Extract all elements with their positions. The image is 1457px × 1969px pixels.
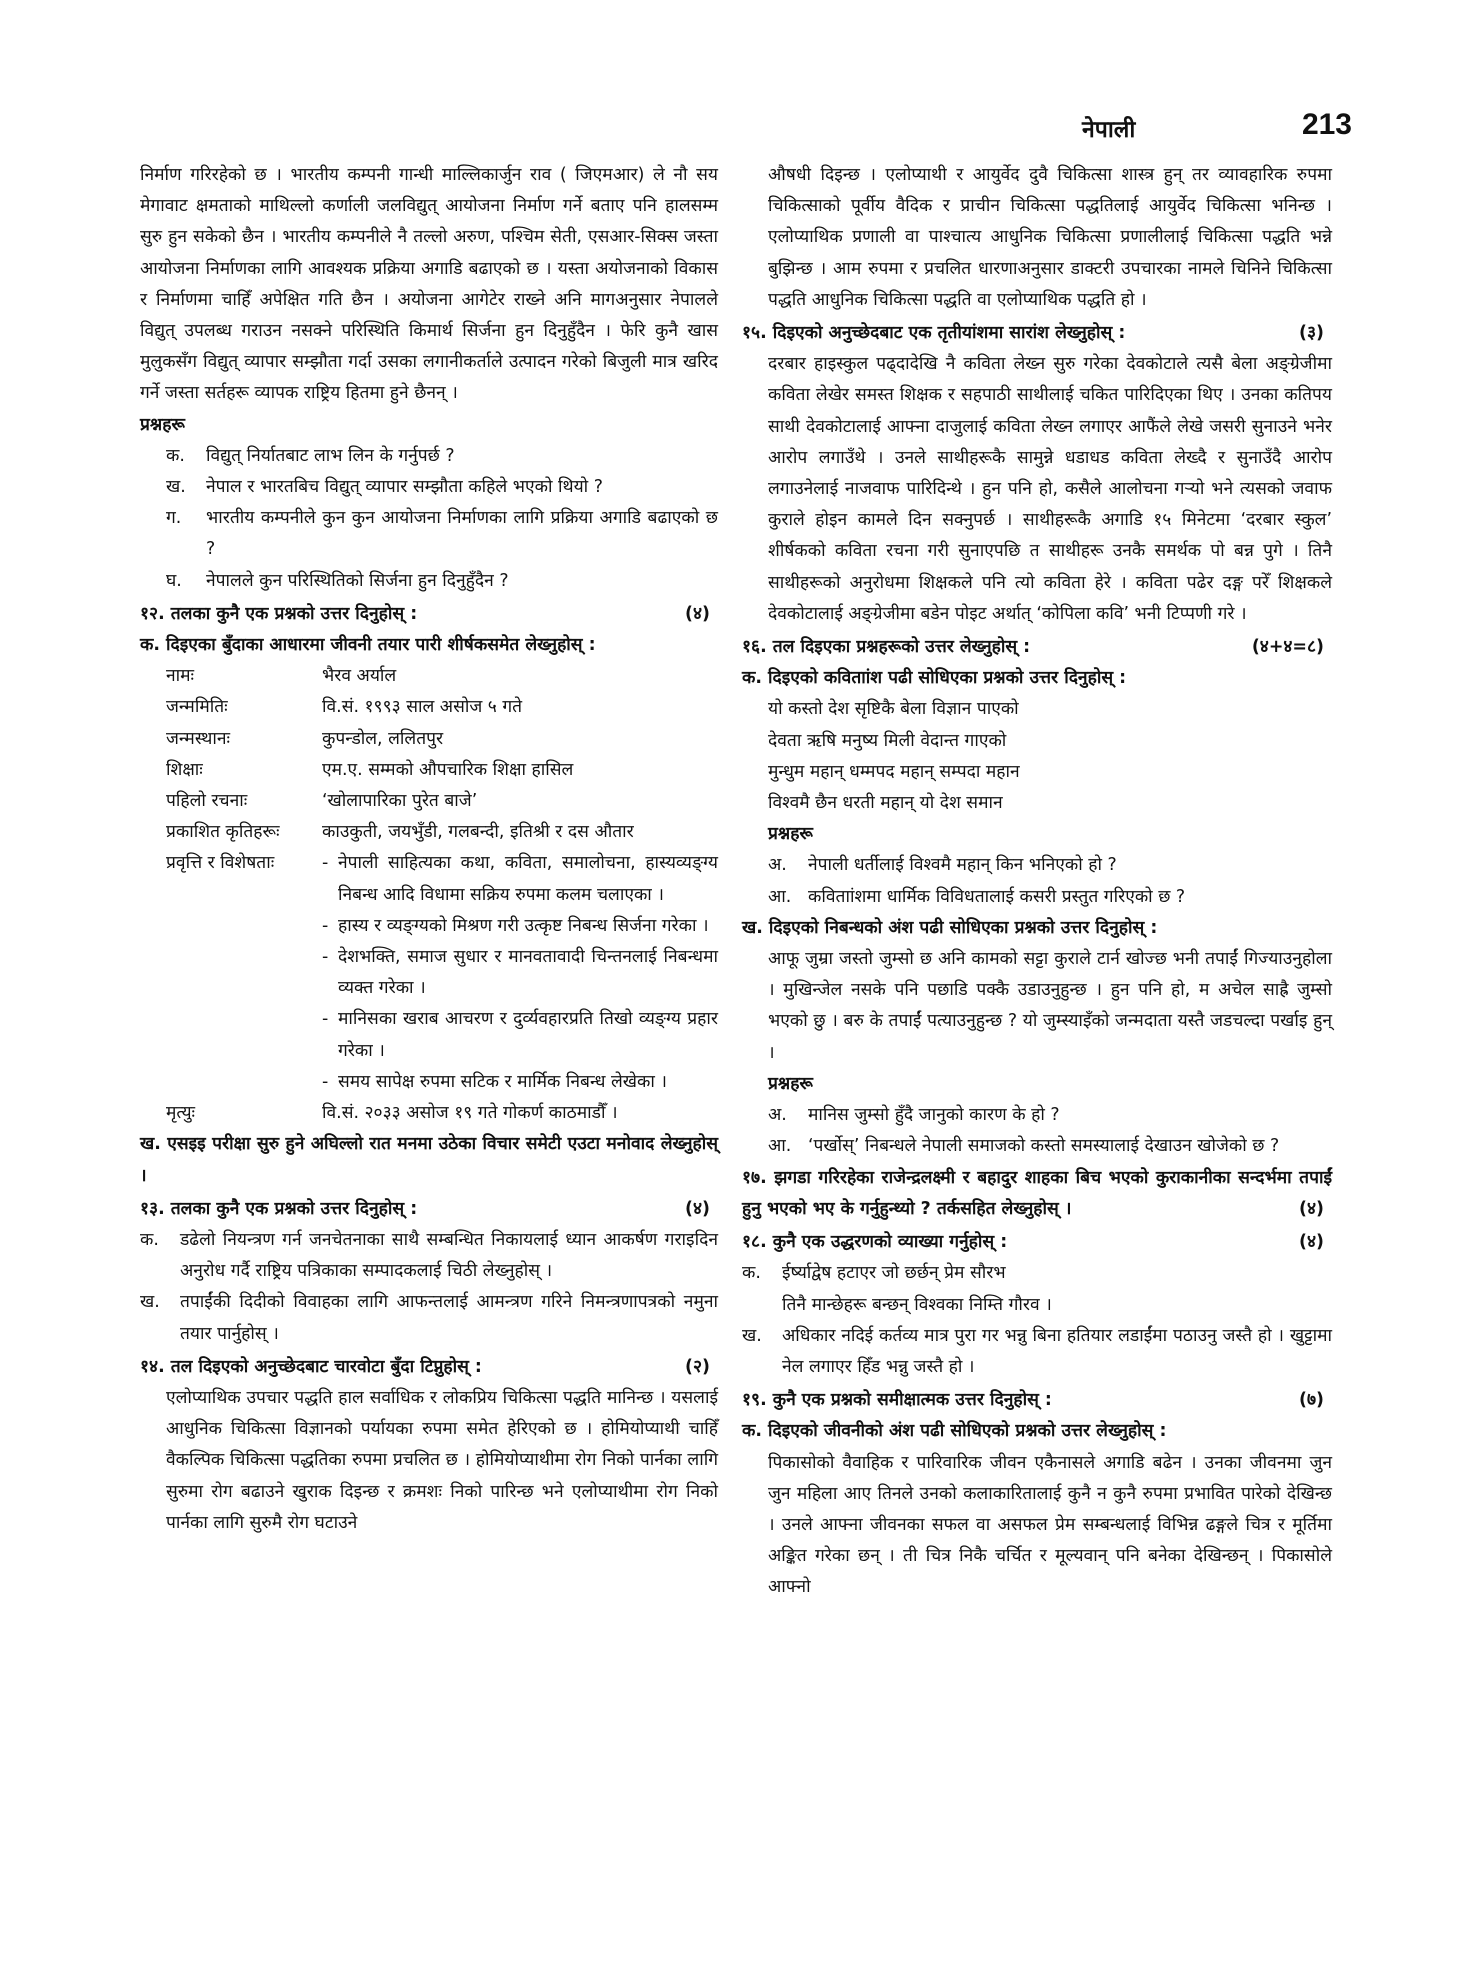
q-marker: ग. [166,508,182,529]
q18-heading: १८. कुनै एक उद्धरणको व्याख्या गर्नुहोस् : (४) [742,1227,1332,1258]
bio-row-traits [140,848,718,1098]
q16-marks: (४+४=८) [1251,637,1324,658]
q13-heading: १३. तलका कुनै एक प्रश्नको उत्तर दिनुहोस् : (४) [140,1194,718,1225]
bio-row: शिक्षाः एम.ए. सम्मको औपचारिक शिक्षा हासिल [166,759,574,780]
left-column: निर्माण गरिरहेको छ । भारतीय कम्पनी गान्धी माल्लिकार्जुन राव ( जिएमआर) ले नौ सय मेगावाट क्षमताको माथिल्लो कर्णाली जलविद्युत् आयोजना निर्माण गर्ने बताए पनि हालसम्म सुरु हुन सकेको छैन । भारतीय कम्पनीले नै तल्लो अरुण, पश्चिम सेती, एसआर-सिक्स जस्ता आयोजना निर्माणका लागि आवश्यक प्रक्रिया अगाडि बढाएको छ । यस्ता अयोजनाको विकास र निर्माणमा चाहिँ अपेक्षित गति छैन । अयोजना आगेटेर राख्ने अनि मागअनुसार नेपालले विद्युत् उपलब्ध गराउन नसक्ने परिस्थिति किमार्थ सिर्जना हुन दिनुहुँदैन । फेरि कुनै खास मुलुकसँग विद्युत् व्यापार सम्झौता गर्दा उसका लगानीकर्ताले उत्पादन गरेको बिजुली मात्र खरिद गर्ने जस्ता सर्तहरू व्यापक राष्ट्रिय हितमा हुने छैनन् । प्रश्नहरू क. विद्युत् निर्यातबाट लाभ लिन के गर्नुपर्छ ? ख. नेपाल र भारतबिच विद्युत् व्यापार सम्झौता कहिले भएको थियो ? ग. भारतीय कम्पनीले कुन कुन आयोजना निर्माणका लागि प्रक्रिया अगाडि बढाएको छ ? घ. नेपालले कुन परिस्थितिको सिर्जना हुन दिनुहुँदैन ? १२. तलका कुनै एक प्रश्नको उत्तर दिनुहोस् : (४) क. दिइएका बुँदाका आधारमा जीवनी तयार पारी शीर्षकसमेत लेख्नुहोस् : नामः भैरव अर्याल जन्ममितिः वि.सं. १९९३ साल असोज ५ गते जन्मस्थानः कुपन्डोल, ललितपुर शिक्षाः एम.ए. सम्मको औपचारिक शिक्षा हासिल पहिलो रचनाः ‘खोलापारिका पुरेत बाजे’ प्रकाशित कृतिहरूः काउकुती, जयभुँडी, गलबन्दी, इतिश्री र दस औतार प्रवृत्ति र विशेषताः - नेपाली साहित्यका कथा, कविता, समालोचना, हास्यव्यङ्ग्य निबन्ध आदि विधामा सक्रिय रुपमा कलम चलाएका । - हास्य र व्यङ्ग्यको मिश्रण गरी उत्कृष्ट निबन्ध सिर्जना गरेका । - देशभक्ति, समाज सुधार र मानवतावादी चिन्तनलाई निबन्धमा व्यक्त गरेका । - मानिसका खराब आचरण र दुर्व्यवहारप्रति तिखो व्यङ्ग्य प्रहार गरेका । - समय सापेक्ष रुपमा सटिक र मार्मिक निबन्ध लेखेका । मृत्युः वि.सं. २०३३ असोज १९ गते गोकर्ण काठमाडौँ । ख. एसइइ परीक्षा सुरु हुने अघिल्लो रात मनमा उठेका विचार समेटी एउटा मनोवाद लेख्नुहोस् । १३. तलका कुनै एक प्रश्नको उत्तर दिनुहोस् : (४) क. डढेलो नियन्त्रण गर्न जनचेतनाका साथै सम्बन्धित निकायलाई ध्यान आकर्षण गराइदिन अनुरोध गर्दै राष्ट्रिय पत्रिकाका सम्पादकलाई चिठी लेख्नुहोस् । ख. तपाईंकी दिदीको विवाहका लागि आफन्तलाई आमन्त्रण गरिने निमन्त्रणापत्रको नमुना तयार पार्नुहोस् । १४. तल दिइएको अनुच्छेदबाट चारवोटा बुँदा टिप्नुहोस् : (२) एलोप्याथिक उपचार पद्धति हाल सर्वाधिक र लोकप्रिय चिकित्सा पद्धति मानिन्छ । यसलाई आधुनिक चिकित्सा विज्ञानको पर्यायका रुपमा समेत हेरिएको छ । होमियोप्याथी चाहिँ वैकल्पिक चिकित्सा पद्धतिका रुपमा प्रचलित छ । होमियोप्याथीमा रोग निको पार्नका लागि सुरुमा रोग बढाउने खुराक दिइन्छ र क्रमशः निको पारिन्छ भने एलोप्याथीमा रोग निको पार्नका लागि सुरुमै रोग घटाउने [140,160,718,1539]
trait-item: मानिसका खराब आचरण र दुर्व्यवहारप्रति तिखो व्यङ्ग्य प्रहार गरेका । [338,1009,718,1061]
question-item: ‘पर्खोस्’ निबन्धले नेपाली समाजको कस्तो समस्यालाई देखाउन खोजेको छ ? [808,1136,1280,1157]
q13-item: तपाईंकी दिदीको विवाहका लागि आफन्तलाई आमन्त्रण गरिने निमन्त्रणापत्रको नमुना तयार पार्नुहोस् । [180,1292,718,1344]
q16-ka-heading: क. दिइएको कविताांश पढी सोधिएका प्रश्नको उत्तर दिनुहोस् : [742,668,1127,689]
bio-row: जन्मस्थानः कुपन्डोल, ललितपुर [166,728,444,749]
traits-list: - नेपाली साहित्यका कथा, कविता, समालोचना, हास्यव्यङ्ग्य निबन्ध आदि विधामा सक्रिय रुपमा कलम चलाएका । - हास्य र व्यङ्ग्यको मिश्रण गरी उत्कृष्ट निबन्ध सिर्जना गरेका । - देशभक्ति, समाज सुधार र मानवतावादी चिन्तनलाई निबन्धमा व्यक्त गरेका । - मानिसका खराब आचरण र दुर्व्यवहारप्रति तिखो व्यङ्ग्य प्रहार गरेका । - समय सापेक्ष रुपमा सटिक र मार्मिक निबन्ध लेखेका । [322,848,718,1098]
poem-line: देवता ऋषि मनुष्य मिली वेदान्त गाएको [768,730,1007,751]
q17-heading: १७. झगडा गरिरहेका राजेन्द्रलक्ष्मी र बहादुर शाहका बिच भएको कुराकानीका सन्दर्भमा तपाईं हुनु भएको भए के गर्नुहुन्थ्यो ? तर्कसहित लेख्नुहोस् । [742,1167,1332,1219]
bio-row: जन्ममितिः वि.सं. १९९३ साल असोज ५ गते [166,697,523,718]
q19-marks: (७) [1299,1390,1324,1411]
q19-heading: १९. कुनै एक प्रश्नको समीक्षात्मक उत्तर दिनुहोस् : (७) [742,1385,1332,1416]
page-header [1082,108,1352,148]
q18-item: अधिकार नदिई कर्तव्य मात्र पुरा गर भन्नु बिना हतियार लडाईंमा पठाउनु जस्तै हो । खुट्टामा नेल लगाएर हिँड भन्नु जस्तै हो । [782,1325,1332,1377]
q12-ka-heading: क. दिइएका बुँदाका आधारमा जीवनी तयार पारी शीर्षकसमेत लेख्नुहोस् : [140,635,596,656]
q16-kha-heading: ख. दिइएको निबन्धको अंश पढी सोधिएका प्रश्नको उत्तर दिनुहोस् : [742,917,1158,938]
right-column: औषधी दिइन्छ । एलोप्याथी र आयुर्वेद दुवै चिकित्सा शास्त्र हुन् तर व्यावहारिक रुपमा चिकित्साको पूर्वीय वैदिक र प्राचीन चिकित्सा पद्धतिलाई आयुर्वेद चिकित्सा भनिन्छ । एलोप्याथिक प्रणाली वा पाश्चात्य आधुनिक चिकित्सा प्रणालीलाई चिकित्सा पद्धति भन्ने बुझिन्छ । आम रुपमा र प्रचलित धारणाअनुसार डाक्टरी उपचारका नामले चिनिने चिकित्सा पद्धति आधुनिक चिकित्सा पद्धति वा एलोप्याथिक पद्धति हो । १५. दिइएको अनुच्छेदबाट एक तृतीयांशमा सारांश लेख्नुहोस् : (३) दरबार हाइस्कुल पढ्दादेखि नै कविता लेख्न सुरु गरेका देवकोटाले त्यसै बेला अङ्ग्रेजीमा कविता लेखेर समस्त शिक्षक र सहपाठी साथीलाई चकित पारिदिएका थिए । उनका कतिपय साथी देवकोटालाई आफ्ना दाजुलाई कविता लेख्न लगाएर आफैंले लेखे जसरी सुनाउने भनेर आरोप लगाउँथे । उनले साथीहरूकै सामुन्ने धडाधड कविता लेख्दै र सुनाउँदै आरोप लगाउनेलाई नाजवाफ पारिदिन्थे । हुन पनि हो, कसैले आलोचना गऱ्यो भने त्यसको जवाफ कुराले होइन कामले दिन सक्नुपर्छ । साथीहरूकै अगाडि १५ मिनेटमा ‘दरबार स्कुल’ शीर्षकको कविता रचना गरी सुनाएपछि त साथीहरू उनकै समर्थक पो बन्न पुगे । तिनै साथीहरूको अनुरोधमा शिक्षकले पनि त्यो कविता हेरे । कविता पढेर दङ्ग परेँ शिक्षकले देवकोटालाई अङ्ग्रेजीमा बडेन पोइट अर्थात् ‘कोपिला कवि’ भनी टिप्पणी गरे । १६. तल दिइएका प्रश्नहरूको उत्तर लेख्नुहोस् : (४+४=८) क. दिइएको कविताांश पढी सोधिएका प्रश्नको उत्तर दिनुहोस् : यो कस्तो देश सृष्टिकै बेला विज्ञान पाएको देवता ऋषि मनुष्य मिली वेदान्त गाएको मुन्धुम महान् धम्मपद महान् सम्पदा महान विश्वमै छैन धरती महान् यो देश समान प्रश्नहरू अ. नेपाली धर्तीलाई विश्वमै महान् किन भनिएको हो ? आ. कविताांशमा धार्मिक विविधतालाई कसरी प्रस्तुत गरिएको छ ? ख. दिइएको निबन्धको अंश पढी सोधिएका प्रश्नको उत्तर दिनुहोस् : आफू जुम्रा जस्तो जुम्सो छ अनि कामको सट्टा कुराले टार्न खोज्छ भनी तपाईं गिज्याउनुहोला । मुखिन्जेल नसके पनि पछाडि पक्कै उडाउनुहुन्छ । हुन पनि हो, म अचेल साह्रै जुम्सो भएको छु । बरु के तपाईं पत्याउनुहुन्छ ? यो जुम्स्याइँको जन्मदाता यस्तै जडचल्दा पर्खाइ हुन् । प्रश्नहरू अ. मानिस जुम्सो हुँदै जानुको कारण के हो ? आ. ‘पर्खोस्’ निबन्धले नेपाली समाजको कस्तो समस्यालाई देखाउन खोजेको छ ? १७. झगडा गरिरहेका राजेन्द्रलक्ष्मी र बहादुर शाहका बिच भएको कुराकानीका सन्दर्भमा तपाईं हुनु भएको भए के गर्नुहुन्थ्यो ? तर्कसहित लेख्नुहोस् । (४) १८. कुनै एक उद्धरणको व्याख्या गर्नुहोस् : (४) क. ईर्ष्याद्वेष हटाएर जो छर्छन् प्रेम सौरभ तिनै मान्छेहरू बन्छन् विश्वका निम्ति गौरव । ख. अधिकार नदिई कर्तव्य मात्र पुरा गर भन्नु बिना हतियार लडाईंमा पठाउनु जस्तै हो । खुट्टामा नेल लगाएर हिँड भन्नु जस्तै हो । १९. कुनै एक प्रश्नको समीक्षात्मक उत्तर दिनुहोस् : (७) क. दिइएको जीवनीको अंश पढी सोधिएको प्रश्नको उत्तर लेख्नुहोस् : पिकासोको वैवाहिक र पारिवारिक जीवन एकैनासले अगाडि बढेन । उनका जीवनमा जुन जुन महिला आए तिनले उनको कलाकारितालाई कुनै न कुनै रुपमा प्रभावित पारेको देखिन्छ । उनले आफ्ना जीवनका सफल वा असफल प्रेम सम्बन्धलाई विभिन्न ढङ्गले चित्र र मूर्तिमा अङ्कित गरेका छन् । ती चित्र निकै चर्चित र मूल्यवान् पनि बनेका देखिन्छन् । पिकासोले आफ्नो [742,160,1332,1604]
q15-marks: (३) [1299,323,1324,344]
q16-heading: १६. तल दिइएका प्रश्नहरूको उत्तर लेख्नुहोस् : (४+४=८) [742,632,1332,663]
questions-label: प्रश्नहरू [768,1073,813,1094]
q16-kha-paragraph: आफू जुम्रा जस्तो जुम्सो छ अनि कामको सट्टा कुराले टार्न खोज्छ भनी तपाईं गिज्याउनुहोला । मुखिन्जेल नसके पनि पछाडि पक्कै उडाउनुहुन्छ । हुन पनि हो, म अचेल साह्रै जुम्सो भएको छु । बरु के तपाईं पत्याउनुहुन्छ ? यो जुम्स्याइँको जन्मदाता यस्तै जडचल्दा पर्खाइ हुन् । [768,949,1332,1063]
q12-heading: १२. तलका कुनै एक प्रश्नको उत्तर दिनुहोस् : (४) [140,599,718,630]
q12-marks: (४) [685,603,710,624]
q19-ka-heading: क. दिइएको जीवनीको अंश पढी सोधिएको प्रश्नको उत्तर लेख्नुहोस् : [742,1421,1167,1442]
question-item: नेपाल र भारतबिच विद्युत् व्यापार सम्झौता कहिले भएको थियो ? [206,477,603,498]
trait-item: समय सापेक्ष रुपमा सटिक र मार्मिक निबन्ध लेखेका । [338,1071,667,1092]
bio-row: मृत्युः वि.सं. २०३३ असोज १९ गते गोकर्ण काठमाडौँ । [166,1103,618,1124]
q18-item: ईर्ष्याद्वेष हटाएर जो छर्छन् प्रेम सौरभ तिनै मान्छेहरू बन्छन् विश्वका निम्ति गौरव । [782,1263,1052,1315]
poem-line: विश्वमै छैन धरती महान् यो देश समान [768,793,1003,814]
questions-label: प्रश्नहरू [768,824,813,845]
question-item: नेपाली धर्तीलाई विश्वमै महान् किन भनिएको हो ? [808,855,1117,876]
question-item: कविताांशमा धार्मिक विविधतालाई कसरी प्रस्तुत गरिएको छ ? [808,886,1186,907]
q-marker: घ. [166,570,182,591]
intro-paragraph: निर्माण गरिरहेको छ । भारतीय कम्पनी गान्धी माल्लिकार्जुन राव ( जिएमआर) ले नौ सय मेगावाट क्षमताको माथिल्लो कर्णाली जलविद्युत् आयोजना निर्माण गर्ने बताए पनि हालसम्म सुरु हुन सकेको छैन । भारतीय कम्पनीले नै तल्लो अरुण, पश्चिम सेती, एसआर-सिक्स जस्ता आयोजना निर्माणका लागि आवश्यक प्रक्रिया अगाडि बढाएको छ । यस्ता अयोजनाको विकास र निर्माणमा चाहिँ अपेक्षित गति छैन । अयोजना आगेटेर राख्ने अनि मागअनुसार नेपालले विद्युत् उपलब्ध गराउन नसक्ने परिस्थिति किमार्थ सिर्जना हुन दिनुहुँदैन । फेरि कुनै खास मुलुकसँग विद्युत् व्यापार सम्झौता गर्दा उसका लगानीकर्ताले उत्पादन गरेको बिजुली मात्र खरिद गर्ने जस्ता सर्तहरू व्यापक राष्ट्रिय हितमा हुने छैनन् । [140,165,718,404]
poem-line: यो कस्तो देश सृष्टिकै बेला विज्ञान पाएको [768,699,1019,720]
q14-heading: १४. तल दिइएको अनुच्छेदबाट चारवोटा बुँदा टिप्नुहोस् : (२) [140,1352,718,1383]
q15-paragraph: दरबार हाइस्कुल पढ्दादेखि नै कविता लेख्न सुरु गरेका देवकोटाले त्यसै बेला अङ्ग्रेजीमा कविता लेखेर समस्त शिक्षक र सहपाठी साथीलाई चकित पारिदिएका थिए । उनका कतिपय साथी देवकोटालाई आफ्ना दाजुलाई कविता लेख्न लगाएर आफैंले लेखे जसरी सुनाउने भनेर आरोप लगाउँथे । उनले साथीहरूकै सामुन्ने धडाधड कविता लेख्दै र सुनाउँदै आरोप लगाउनेलाई नाजवाफ पारिदिन्थे । हुन पनि हो, कसैले आलोचना गऱ्यो भने त्यसको जवाफ कुराले होइन कामले दिन सक्नुपर्छ । साथीहरूकै अगाडि १५ मिनेटमा ‘दरबार स्कुल’ शीर्षकको कविता रचना गरी सुनाएपछि त साथीहरू उनकै समर्थक पो बन्न पुगे । तिनै साथीहरूको अनुरोधमा शिक्षकले पनि त्यो कविता हेरे । कविता पढेर दङ्ग परेँ शिक्षकले देवकोटालाई अङ्ग्रेजीमा बडेन पोइट अर्थात् ‘कोपिला कवि’ भनी टिप्पणी गरे । [768,354,1332,624]
trait-item: नेपाली साहित्यका कथा, कविता, समालोचना, हास्यव्यङ्ग्य निबन्ध आदि विधामा सक्रिय रुपमा कलम चलाएका । [338,853,718,905]
q15-heading: १५. दिइएको अनुच्छेदबाट एक तृतीयांशमा सारांश लेख्नुहोस् : (३) [742,318,1332,349]
q14-paragraph: एलोप्याथिक उपचार पद्धति हाल सर्वाधिक र लोकप्रिय चिकित्सा पद्धति मानिन्छ । यसलाई आधुनिक चिकित्सा विज्ञानको पर्यायका रुपमा समेत हेरिएको छ । होमियोप्याथी चाहिँ वैकल्पिक चिकित्सा पद्धतिका रुपमा प्रचलित छ । होमियोप्याथीमा रोग निको पार्नका लागि सुरुमा रोग बढाउने खुराक दिइन्छ र क्रमशः निको पारिन्छ भने एलोप्याथीमा रोग निको पार्नका लागि सुरुमै रोग घटाउने [166,1387,718,1533]
q12-kha-heading: ख. एसइइ परीक्षा सुरु हुने अघिल्लो रात मनमा उठेका विचार समेटी एउटा मनोवाद लेख्नुहोस् । [140,1134,718,1186]
q18-marks: (४) [1299,1232,1324,1253]
question-item: विद्युत् निर्यातबाट लाभ लिन के गर्नुपर्छ ? [206,445,455,466]
q13-marks: (४) [685,1198,710,1219]
q17-marks: (४) [1299,1198,1324,1219]
q-marker: क. [166,445,185,466]
trait-item: हास्य र व्यङ्ग्यको मिश्रण गरी उत्कृष्ट निबन्ध सिर्जना गरेका । [338,915,709,936]
question-item: नेपालले कुन परिस्थितिको सिर्जना हुन दिनुहुँदैन ? [206,570,509,591]
poem-line: मुन्धुम महान् धम्मपद महान् सम्पदा महान [768,761,1020,782]
q14-marks: (२) [685,1356,710,1377]
subject-title: नेपाली [1082,117,1136,143]
bio-row: प्रकाशित कृतिहरूः काउकुती, जयभुँडी, गलबन्दी, इतिश्री र दस औतार [166,822,634,843]
continued-paragraph: औषधी दिइन्छ । एलोप्याथी र आयुर्वेद दुवै चिकित्सा शास्त्र हुन् तर व्यावहारिक रुपमा चिकित्साको पूर्वीय वैदिक र प्राचीन चिकित्सा पद्धतिलाई आयुर्वेद चिकित्सा भनिन्छ । एलोप्याथिक प्रणाली वा पाश्चात्य आधुनिक चिकित्सा प्रणालीलाई चिकित्सा पद्धति भन्ने बुझिन्छ । आम रुपमा र प्रचलित धारणाअनुसार डाक्टरी उपचारका नामले चिनिने चिकित्सा पद्धति आधुनिक चिकित्सा पद्धति वा एलोप्याथिक पद्धति हो । [768,165,1332,310]
traits-label: प्रवृत्ति र विशेषताः [166,853,275,874]
q19-paragraph: पिकासोको वैवाहिक र पारिवारिक जीवन एकैनासले अगाडि बढेन । उनका जीवनमा जुन जुन महिला आए तिनले उनको कलाकारितालाई कुनै न कुनै रुपमा प्रभावित पारेको देखिन्छ । उनले आफ्ना जीवनका सफल वा असफल प्रेम सम्बन्धलाई विभिन्न ढङ्गले चित्र र मूर्तिमा अङ्कित गरेका छन् । ती चित्र निकै चर्चित र मूल्यवान् पनि बनेका देखिन्छन् । पिकासोले आफ्नो [768,1452,1332,1598]
trait-item: देशभक्ति, समाज सुधार र मानवतावादी चिन्तनलाई निबन्धमा व्यक्त गरेका । [338,947,718,999]
question-item: मानिस जुम्सो हुँदै जानुको कारण के हो ? [808,1105,1060,1126]
q-marker: ख. [166,477,186,498]
q13-item: डढेलो नियन्त्रण गर्न जनचेतनाका साथै सम्बन्धित निकायलाई ध्यान आकर्षण गराइदिन अनुरोध गर्दै राष्ट्रिय पत्रिकाका सम्पादकलाई चिठी लेख्नुहोस् । [180,1229,718,1282]
page-number: 213 [1301,108,1352,141]
question-item: भारतीय कम्पनीले कुन कुन आयोजना निर्माणका लागि प्रक्रिया अगाडि बढाएको छ ? [206,508,718,560]
bio-row: पहिलो रचनाः ‘खोलापारिका पुरेत बाजे’ [166,791,478,812]
questions-label: प्रश्नहरू [140,414,185,435]
bio-row: नामः भैरव अर्याल [166,666,397,687]
poem-block [742,694,1332,819]
